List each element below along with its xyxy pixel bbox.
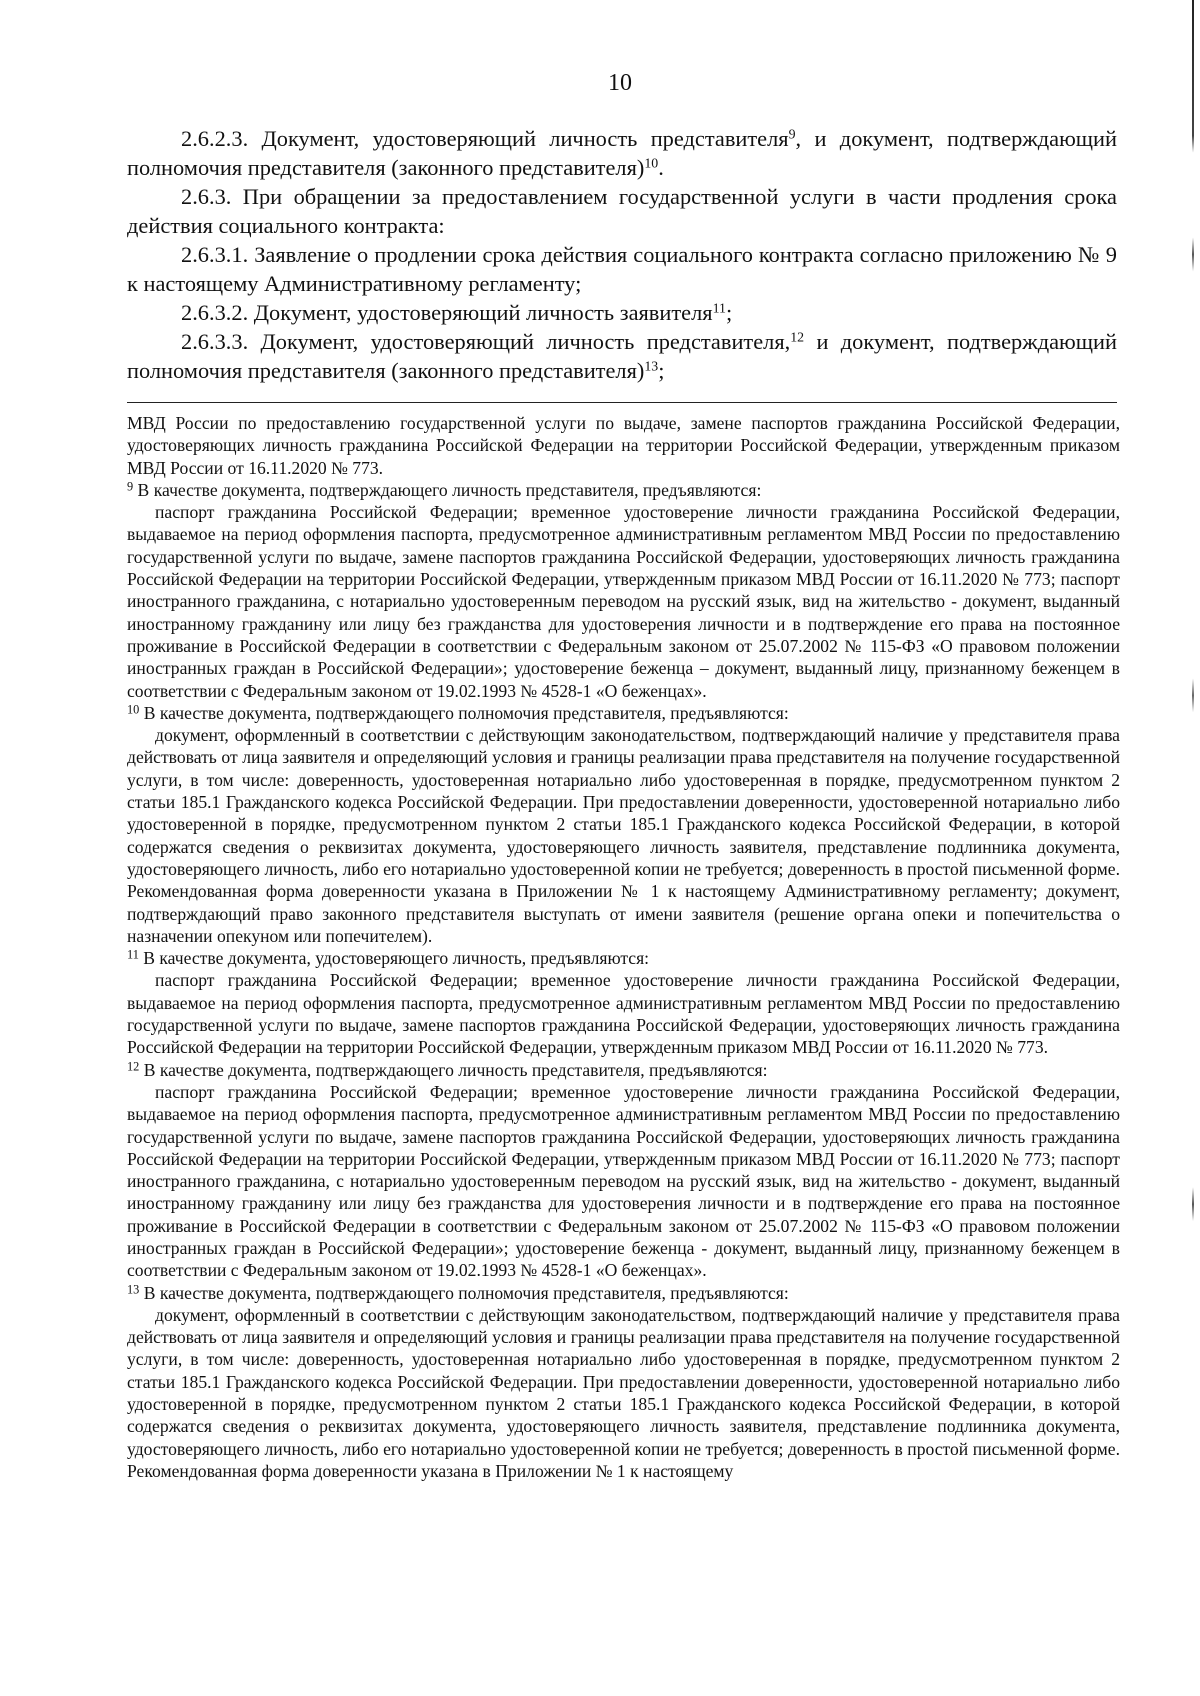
main-text — [127, 124, 1117, 385]
paragraph-2-6-2-3: 2.6.2.3. Документ, удостоверяющий личность представителя$^9$, и документ, подтверждающий полномочия представителя (законного представителя)$^{10}$. — [127, 126, 1118, 180]
footnote-ref-11: 11 — [712, 301, 726, 317]
footnote-ref-13: 13 — [644, 359, 659, 375]
footnote-11-heading: $^{11}$ В качестве документа, удостоверяющего личность, предъявляются: — [127, 947, 650, 969]
paragraph-2-6-3-3: 2.6.3.3. Документ, удостоверяющий личность представителя,$^{12}$ и документ, подтверждающий полномочия представителя (законного представителя)$^{13}$; — [127, 329, 1117, 383]
footnote-10-body: документ, оформленный в соответствии с действующим законодательством, подтверждающий наличие у представителя права действовать от лица заявителя и определяющий условия и границы реализации права представителя на получение государственной услуги, в том числе: доверенность, удостоверенная нотариально либо удостоверенная в порядке, предусмотренном пунктом 2 статьи 185.1 Гражданского кодекса Российской Федерации. При предоставлении доверенности, удостоверенной нотариально либо удостоверенной в порядке, предусмотренном пунктом 2 статьи 185.1 Гражданского кодекса Российской Федерации, в которой содержатся сведения о реквизитах документа, удостоверяющего личность заявителя, представление подлинника документа, удостоверяющего личность, либо его нотариально удостоверенной копии не требуется; доверенность в простой письменной форме. Рекомендованная форма доверенности указана в Приложении № 1 к настоящему Административному регламенту; документ, подтверждающий право законного представителя выступать от имени заявителя (решение органа опеки и попечительства о назначении опекуном или попечителем). — [127, 725, 1120, 946]
footnote-11-body: паспорт гражданина Российской Федерации; временное удостоверение личности гражданина Российской Федерации, выдаваемое на период оформления паспорта, предусмотренное административным регламентом МВД России по предоставлению государственной услуги по выдаче, замене паспортов гражданина Российской Федерации, удостоверяющих личность гражданина Российской Федерации на территории Российской Федерации, утвержденным приказом МВД России от 16.11.2020 № 773. — [127, 970, 1120, 1058]
footnote-13-heading: $^{13}$ В качестве документа, подтверждающего полномочия представителя, предъявляются: — [127, 1282, 789, 1303]
scan-edge — [1192, 0, 1194, 1696]
footnote-12-body: паспорт гражданина Российской Федерации; временное удостоверение личности гражданина Российской Федерации, выдаваемое на период оформления паспорта, предусмотренное административным регламентом МВД России по предоставлению государственной услуги по выдаче, замене паспортов гражданина Российской Федерации, удостоверяющих личность гражданина Российской Федерации на территории Российской Федерации, утвержденным приказом МВД России от 16.11.2020 № 773; паспорт иностранного гражданина, с нотариально удостоверенным переводом на русский язык, вид на жительство - документ, выданный иностранному гражданину или лицу без гражданства для удостоверения личности и в подтверждение его права на постоянное проживание в Российской Федерации в соответствии с Федеральным законом от 25.07.2002 № 115-ФЗ «О правовом положении иностранных граждан в Российской Федерации»; удостоверение беженца - документ, выданный лицу, признанному беженцем в соответствии с Федеральным законом от 19.02.1993 № 4528-1 «О беженцах». — [127, 1081, 1120, 1281]
footnote-continuation: МВД России по предоставлению государственной услуги по выдаче, замене паспортов гражданина Российской Федерации, удостоверяющих личность гражданина Российской Федерации на территории Российской Федерации, утвержденным приказом МВД России от 16.11.2020 № 773. — [127, 413, 1120, 478]
footnote-10-heading: $^{10}$ В качестве документа, подтверждающего полномочия представителя, предъявляются: — [127, 702, 789, 723]
footnote-separator — [127, 402, 1117, 403]
paragraph-2-6-3-1: 2.6.3.1. Заявление о продлении срока действия социального контракта согласно приложению № 9 к настоящему Административному регламенту; — [127, 242, 1117, 296]
footnote-ref-10: 10 — [644, 156, 659, 172]
footnote-ref-9: 9 — [788, 127, 796, 143]
paragraph-2-6-3-2: 2.6.3.2. Документ, удостоверяющий личность заявителя$^{11}$; — [181, 300, 733, 325]
footnotes — [127, 412, 1120, 1482]
footnote-9-body: паспорт гражданина Российской Федерации; временное удостоверение личности гражданина Российской Федерации, выдаваемое на период оформления паспорта, предусмотренное административным регламентом МВД России по предоставлению государственной услуги по выдаче, замене паспортов гражданина Российской Федерации, удостоверяющих личность гражданина Российской Федерации на территории Российской Федерации, утвержденным приказом МВД России от 16.11.2020 № 773; паспорт иностранного гражданина, с нотариально удостоверенным переводом на русский язык, вид на жительство - документ, выданный иностранному гражданину или лицу без гражданства для удостоверения личности и в подтверждение его права на постоянное проживание в Российской Федерации в соответствии с Федеральным законом от 25.07.2002 № 115-ФЗ «О правовом положении иностранных граждан в Российской Федерации»; удостоверение беженца – документ, выданный лицу, признанному беженцем в соответствии с Федеральным законом от 19.02.1993 № 4528-1 «О беженцах». — [127, 502, 1120, 701]
footnote-9-heading: $^9$ В качестве документа, подтверждающего личность представителя, предъявляются: — [127, 479, 762, 500]
paragraph-2-6-3: 2.6.3. При обращении за предоставлением государственной услуги в части продления срока действия социального контракта: — [127, 184, 1117, 238]
footnote-13-body: документ, оформленный в соответствии с действующим законодательством, подтверждающий наличие у представителя права действовать от лица заявителя и определяющий условия и границы реализации права представителя на получение государственной услуги, в том числе: доверенность, удостоверенная нотариально либо удостоверенная в порядке, предусмотренном пунктом 2 статьи 185.1 Гражданского кодекса Российской Федерации. При предоставлении доверенности, удостоверенной нотариально либо удостоверенной в порядке, предусмотренном пунктом 2 статьи 185.1 Гражданского кодекса Российской Федерации, в которой содержатся сведения о реквизитах документа, удостоверяющего личность заявителя, представление подлинника документа, удостоверяющего личность, либо его нотариально удостоверенной копии не требуется; доверенность в простой письменной форме. Рекомендованная форма доверенности указана в Приложении № 1 к настоящему — [127, 1304, 1120, 1481]
footnote-ref-12: 12 — [790, 330, 805, 346]
page-number: 10 — [608, 70, 632, 96]
footnote-12-heading: $^{12}$ В качестве документа, подтверждающего личность представителя, предъявляются: — [127, 1059, 768, 1080]
